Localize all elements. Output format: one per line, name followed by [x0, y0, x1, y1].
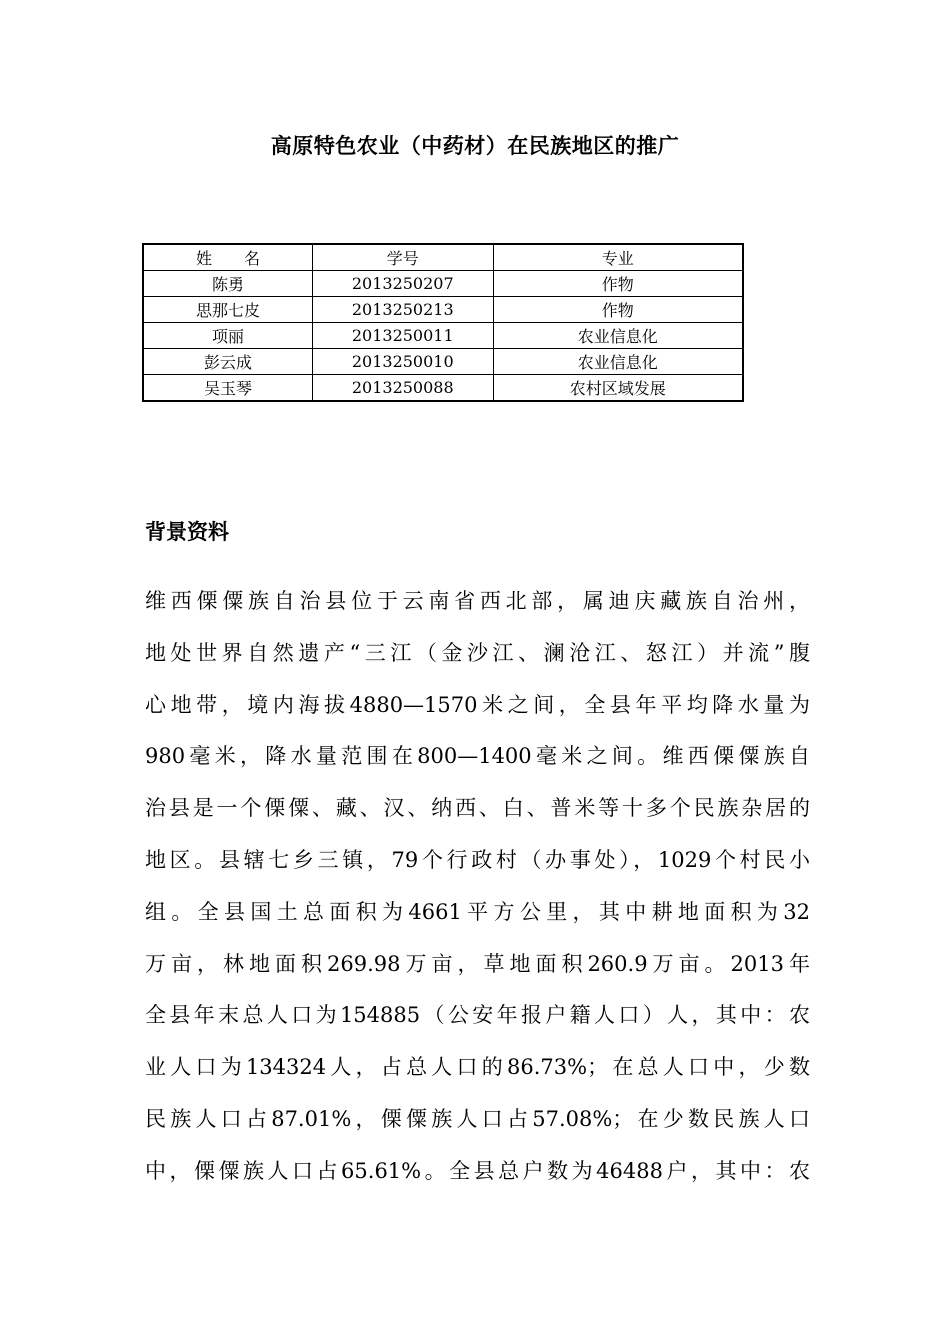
- cell-name: 思那七皮: [143, 297, 312, 323]
- cell-name: 项丽: [143, 323, 312, 349]
- paragraph-line: 心地带，境内海拔4880—1570米之间，全县年平均降水量为: [145, 692, 810, 717]
- student-table: [142, 243, 744, 402]
- cell-student-id: 2013250088: [312, 375, 493, 402]
- table-row: [143, 271, 743, 297]
- header-student-id: 学号: [312, 244, 493, 271]
- paragraph-line: 组。全县国土总面积为4661平方公里，其中耕地面积为32: [145, 899, 810, 924]
- table-row: [143, 349, 743, 375]
- paragraph-line: 980毫米，降水量范围在800—1400毫米之间。维西傈僳族自: [145, 744, 810, 769]
- table-row: [143, 297, 743, 323]
- cell-major: 农业信息化: [493, 323, 743, 349]
- cell-name: 彭云成: [143, 349, 312, 375]
- cell-name: 吴玉琴: [143, 375, 312, 402]
- paragraph-line: 维西傈僳族自治县位于云南省西北部，属迪庆藏族自治州，: [145, 589, 810, 613]
- paragraph-line: 万亩，林地面积269.98万亩，草地面积260.9万亩。2013年: [145, 951, 810, 976]
- cell-major: 作物: [493, 297, 743, 323]
- paragraph-line: 治县是一个傈僳、藏、汉、纳西、白、普米等十多个民族杂居的: [145, 796, 810, 821]
- paragraph-line: 民族人口占87.01%，傈僳族人口占57.08%；在少数民族人口: [145, 1106, 810, 1131]
- paragraph-line: 全县年末总人口为154885（公安年报户籍人口）人，其中：农: [145, 1003, 810, 1028]
- table-header-row: [143, 244, 743, 271]
- paragraph-line: 地处世界自然遗产“三江（金沙江、澜沧江、怒江）并流”腹: [145, 640, 810, 665]
- document-title: 高原特色农业（中药材）在民族地区的推广: [270, 134, 680, 158]
- paragraph-line: 业人口为134324人，占总人口的86.73%；在总人口中，少数: [145, 1055, 810, 1080]
- paragraph-line: 中，傈僳族人口占65.61%。全县总户数为46488户，其中：农: [145, 1158, 811, 1183]
- cell-name: 陈勇: [143, 271, 312, 297]
- paragraph-line: 地区。县辖七乡三镇，79个行政村（办事处），1029个村民小: [145, 847, 810, 872]
- header-major: 专业: [493, 244, 743, 271]
- cell-student-id: 2013250213: [312, 297, 493, 323]
- cell-major: 作物: [493, 271, 743, 297]
- table-row: [143, 375, 743, 402]
- table-row: [143, 323, 743, 349]
- background-paragraph: [145, 580, 810, 1202]
- cell-major: 农业信息化: [493, 349, 743, 375]
- section-heading: 背景资料: [145, 520, 229, 544]
- cell-student-id: 2013250011: [312, 323, 493, 349]
- cell-student-id: 2013250010: [312, 349, 493, 375]
- cell-student-id: 2013250207: [312, 271, 493, 297]
- cell-major: 农村区域发展: [493, 375, 743, 402]
- header-name: 姓 名: [143, 244, 312, 271]
